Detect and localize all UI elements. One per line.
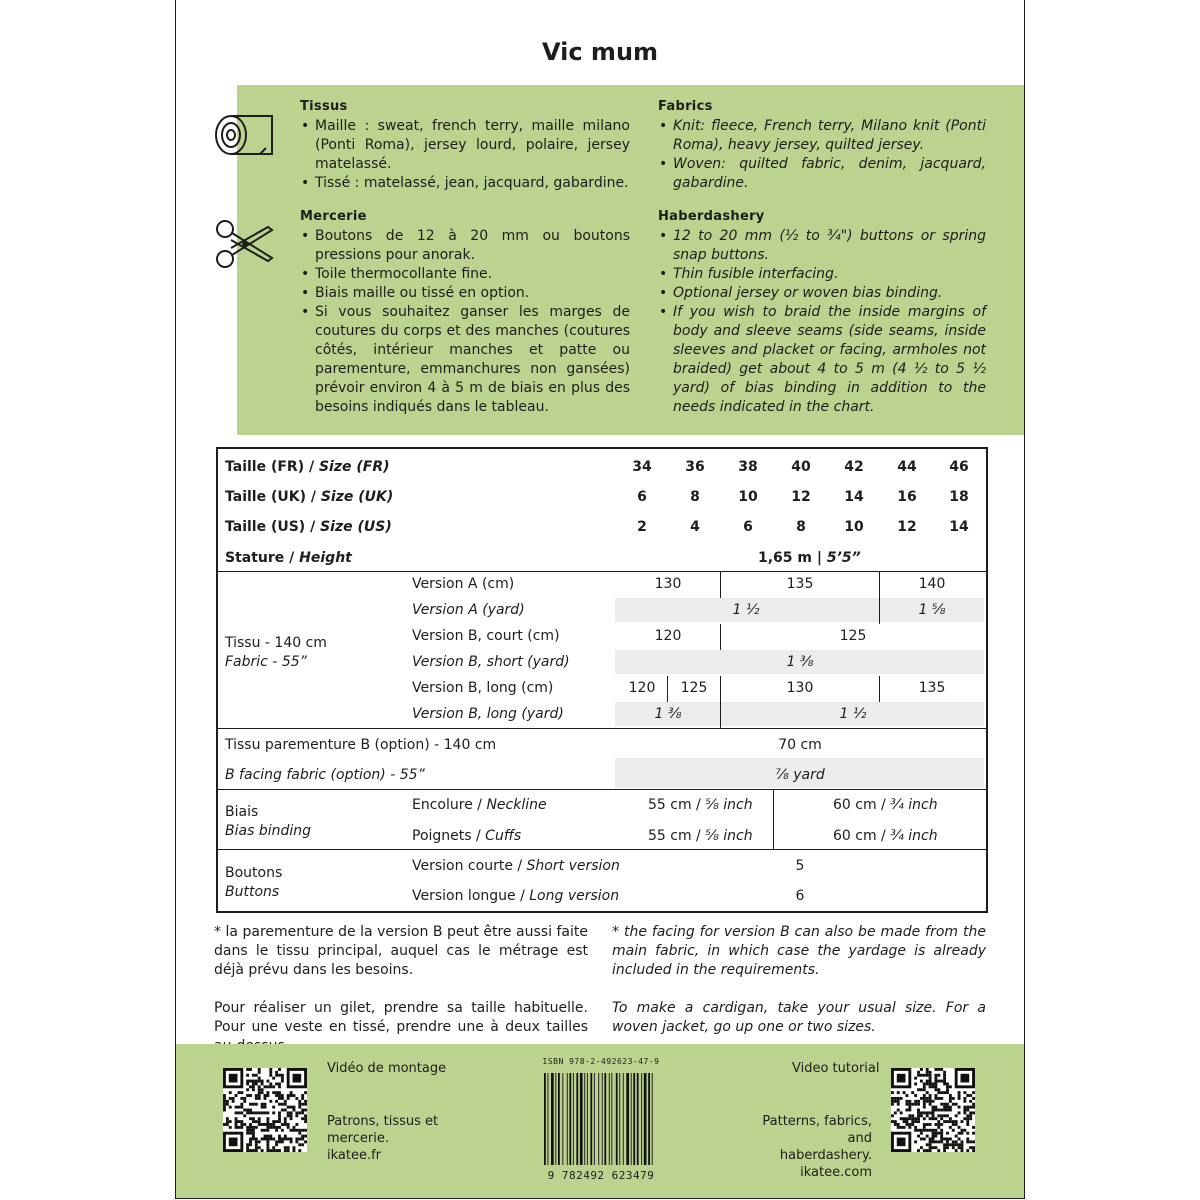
note-paragraph: * la parementure de la version B peut être aussi faite dans le tissu principal, auquel cas le métrage est déjà prévu dans les besoins. bbox=[214, 924, 588, 978]
barcode-number: 9 782492 623479 bbox=[547, 1169, 655, 1182]
table-cell: 40 bbox=[791, 459, 811, 475]
list-item: • 12 to 20 mm (½ to ¾") buttons or spring snap buttons. bbox=[658, 227, 986, 265]
list-item: • Optional jersey or woven bias binding. bbox=[658, 284, 986, 303]
list-item: • Toile thermocollante fine. bbox=[300, 265, 630, 284]
table-cell: 10 bbox=[738, 489, 758, 505]
table-cell: 1 ½ bbox=[732, 602, 760, 618]
table-cell: 60 cm / ¾ inch bbox=[833, 797, 938, 813]
cell-divider bbox=[879, 572, 880, 624]
list-item: • Biais maille ou tissé en option. bbox=[300, 284, 630, 303]
table-cell: 1 ⅝ bbox=[918, 602, 946, 618]
fabric-roll-icon bbox=[214, 110, 278, 160]
size-chart-table bbox=[216, 447, 988, 913]
fabrics-fr-section bbox=[300, 97, 630, 193]
table-cell: 34 bbox=[632, 459, 652, 475]
table-cell: 10 bbox=[844, 519, 864, 535]
note-paragraph: To make a cardigan, take your usual size. For a woven jacket, go up one or two sizes. bbox=[612, 1000, 986, 1035]
table-cell: 46 bbox=[949, 459, 969, 475]
video-tutorial-en: Video tutorial bbox=[792, 1061, 880, 1076]
table-cell: 14 bbox=[844, 489, 864, 505]
table-cell: 130 bbox=[786, 680, 814, 696]
facing-label-en: B facing fabric (option) - 55” bbox=[225, 767, 425, 783]
row-divider bbox=[218, 728, 986, 729]
table-cell: 60 cm / ¾ inch bbox=[833, 828, 938, 844]
cell-divider bbox=[879, 676, 880, 702]
cuffs-label: Poignets / Cuffs bbox=[412, 828, 522, 844]
version-a-cm-label: Version A (cm) bbox=[412, 576, 515, 592]
table-cell: 4 bbox=[690, 519, 700, 535]
table-cell: 8 bbox=[690, 489, 700, 505]
list-item: • If you wish to braid the inside margins of body and sleeve seams (side seams, inside sleeves and placket or facing, armholes not braided) get about 4 to 5 m (4 ½ to 5 ½ yard) of bias binding in addition to the needs indicated in the chart. bbox=[658, 303, 986, 417]
list-item: • Woven: quilted fabric, denim, jacquard, gabardine. bbox=[658, 155, 986, 193]
table-cell: 1 ½ bbox=[839, 706, 867, 722]
list-item: • Knit: fleece, French terry, Milano knit (Ponti Roma), heavy jersey, quilted jersey. bbox=[658, 117, 986, 155]
page-title: Vic mum bbox=[541, 38, 659, 66]
table-cell: 120 bbox=[628, 680, 656, 696]
table-cell: 6 bbox=[637, 489, 647, 505]
neckline-label: Encolure / Neckline bbox=[412, 797, 547, 813]
site-link-en[interactable]: ikatee.com bbox=[800, 1165, 872, 1180]
note-paragraph: Pour réaliser un gilet, prendre sa taille habituelle. Pour une veste en tissé, prendre une à deux tailles bbox=[214, 1000, 588, 1035]
table-cell: 42 bbox=[844, 459, 864, 475]
table-cell: 14 bbox=[949, 519, 969, 535]
size-us-label: Taille (US) / Size (US) bbox=[225, 519, 392, 535]
table-cell: 1 ⅜ bbox=[654, 706, 682, 722]
row-divider bbox=[218, 789, 986, 790]
table-cell: 135 bbox=[786, 576, 814, 592]
table-cell: 1 ⅜ bbox=[786, 654, 814, 670]
table-cell: 6 bbox=[795, 888, 805, 904]
version-b-long-yd-label: Version B, long (yard) bbox=[412, 706, 564, 722]
list-item: • Thin fusible interfacing. bbox=[658, 265, 986, 284]
notes-en bbox=[612, 923, 986, 1056]
table-cell: 125 bbox=[680, 680, 708, 696]
row-divider bbox=[218, 571, 986, 572]
table-cell: 55 cm / ⅝ inch bbox=[648, 797, 753, 813]
list-item: • Maille : sweat, french terry, maille milano (Ponti Roma), jersey lourd, polaire, jersey matelassé. bbox=[300, 117, 630, 174]
table-cell: 18 bbox=[949, 489, 969, 505]
fabrics-fr-heading: Tissus bbox=[300, 99, 348, 114]
table-cell: 38 bbox=[738, 459, 758, 475]
list-item: • Si vous souhaitez ganser les marges de coutures du corps et des manches (coutures côtés, intérieur manches et patte ou parementure, emmanchures non gansées) prévoir environ 4 à 5 m de biais en plus des besoins indiqués dans le tableau. bbox=[300, 303, 630, 417]
table-cell: 55 cm / ⅝ inch bbox=[648, 828, 753, 844]
height-value: 1,65 m | 5’5” bbox=[758, 550, 861, 566]
table-cell: 120 bbox=[654, 628, 682, 644]
row-divider bbox=[218, 849, 986, 850]
cell-divider bbox=[720, 624, 721, 650]
fabrics-en-section bbox=[658, 97, 986, 193]
table-cell: 135 bbox=[918, 680, 946, 696]
note-paragraph: * the facing for version B can also be made from the main fabric, in which case the yardage is already included in the requirements. bbox=[612, 924, 986, 978]
cell-divider bbox=[720, 676, 721, 728]
table-cell: 16 bbox=[897, 489, 917, 505]
table-cell: 5 bbox=[795, 858, 805, 874]
version-a-yd-label: Version A (yard) bbox=[412, 602, 525, 618]
table-cell: 140 bbox=[918, 576, 946, 592]
size-fr-label: Taille (FR) / Size (FR) bbox=[225, 459, 390, 475]
table-cell: 70 cm bbox=[778, 737, 822, 753]
version-b-short-yd-label: Version B, short (yard) bbox=[412, 654, 570, 670]
table-cell: ⅞ yard bbox=[775, 767, 825, 783]
isbn-label: ISBN 978-2-492623-47-9 bbox=[542, 1057, 660, 1066]
cell-divider bbox=[773, 790, 774, 849]
height-label: Stature / Height bbox=[225, 550, 352, 566]
cell-divider bbox=[667, 676, 668, 702]
notions-en-section bbox=[658, 207, 986, 417]
table-cell: 125 bbox=[839, 628, 867, 644]
facing-label-fr: Tissu parementure B (option) - 140 cm bbox=[225, 737, 497, 753]
site-link-fr[interactable]: ikatee.fr bbox=[327, 1148, 382, 1163]
footer-tagline-fr: Patrons, tissus et mercerie. ikatee.fr bbox=[327, 1114, 439, 1163]
buttons-label: Boutons Buttons bbox=[225, 865, 283, 900]
fabrics-en-heading: Fabrics bbox=[658, 99, 713, 114]
table-cell: 2 bbox=[637, 519, 647, 535]
fabric-label: Tissu - 140 cm Fabric - 55” bbox=[225, 635, 327, 670]
version-b-long-cm-label: Version B, long (cm) bbox=[412, 680, 554, 696]
footer-band bbox=[176, 1044, 1024, 1198]
qr-code-left[interactable] bbox=[223, 1068, 307, 1152]
version-b-short-cm-label: Version B, court (cm) bbox=[412, 628, 560, 644]
size-uk-label: Taille (UK) / Size (UK) bbox=[225, 489, 394, 505]
table-cell: 44 bbox=[897, 459, 917, 475]
notions-fr-heading: Mercerie bbox=[300, 209, 367, 224]
table-cell: 36 bbox=[685, 459, 705, 475]
table-cell: 6 bbox=[743, 519, 753, 535]
isbn-barcode bbox=[536, 1057, 666, 1192]
notions-fr-section bbox=[300, 207, 630, 417]
scissors-icon bbox=[214, 218, 276, 270]
list-item: • Tissé : matelassé, jean, jacquard, gabardine. bbox=[300, 174, 630, 193]
notions-en-heading: Haberdashery bbox=[658, 209, 765, 224]
bias-label: Biais Bias binding bbox=[225, 804, 312, 839]
cell-divider bbox=[720, 572, 721, 598]
barcode-icon bbox=[544, 1073, 658, 1165]
qr-code-right[interactable] bbox=[891, 1068, 975, 1152]
short-version-label: Version courte / Short version bbox=[412, 858, 620, 874]
footer-tagline-en: Patterns, fabrics, and haberdashery. ikatee.com bbox=[736, 1113, 872, 1181]
table-cell: 12 bbox=[897, 519, 917, 535]
table-cell: 8 bbox=[796, 519, 806, 535]
table-cell: 12 bbox=[791, 489, 811, 505]
table-cell: 130 bbox=[654, 576, 682, 592]
long-version-label: Version longue / Long version bbox=[412, 888, 620, 904]
pattern-sheet bbox=[175, 0, 1025, 1199]
video-tutorial-fr: Vidéo de montage bbox=[327, 1061, 447, 1076]
list-item: • Boutons de 12 à 20 mm ou boutons pressions pour anorak. bbox=[300, 227, 630, 265]
